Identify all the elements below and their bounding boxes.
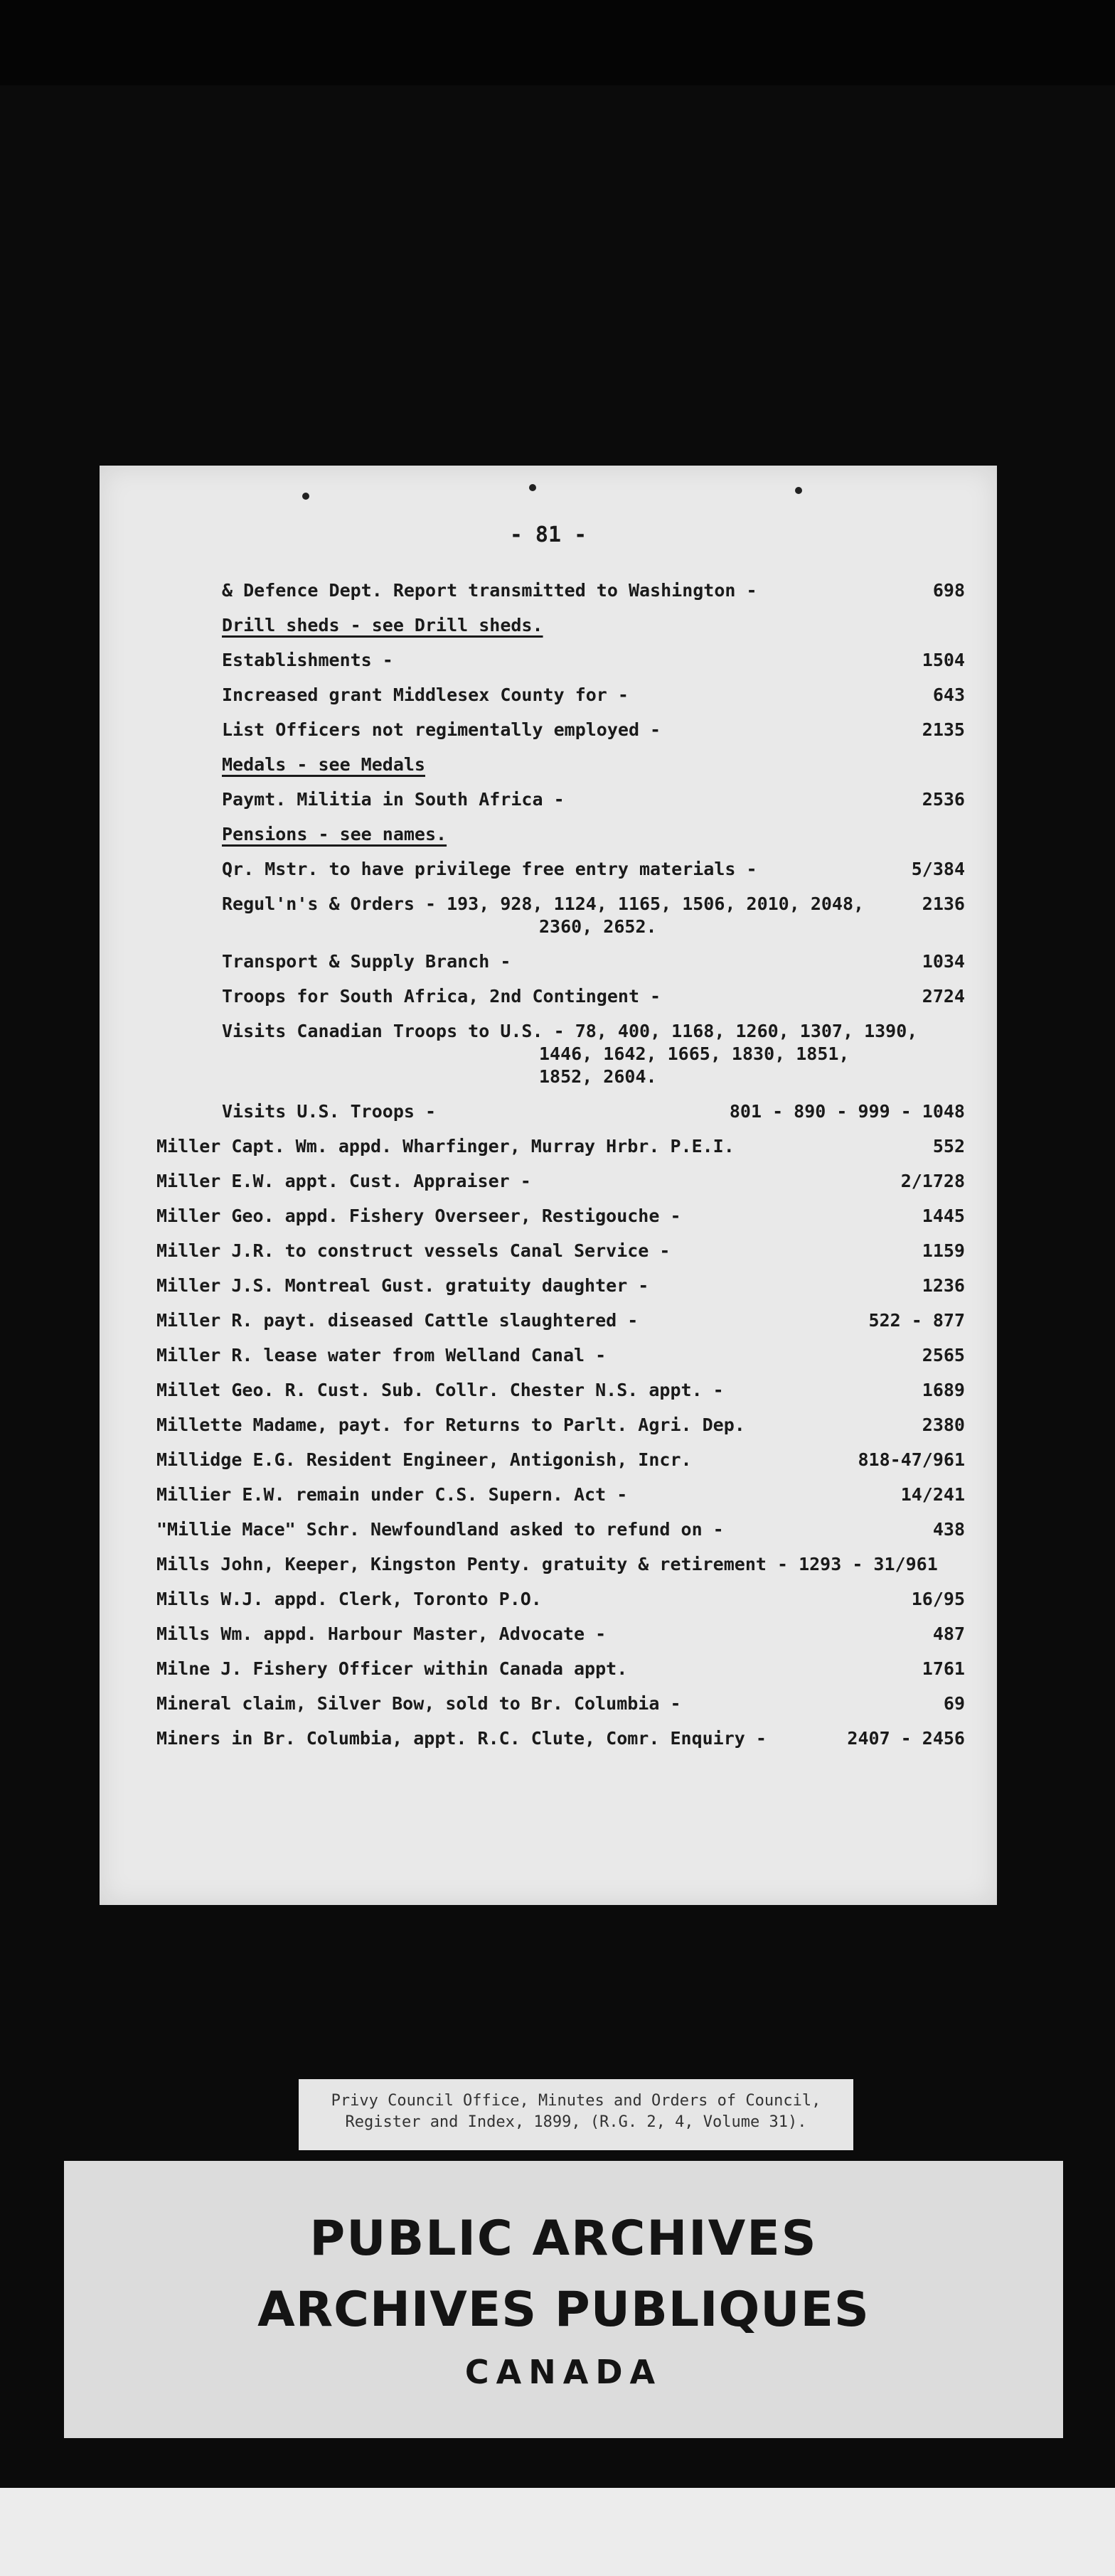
caption-line: Privy Council Office, Minutes and Orders of Council, (331, 2092, 821, 2110)
punch-mark (795, 487, 802, 494)
scanner-strip (0, 2488, 1115, 2576)
index-entry: Miners in Br. Columbia, appt. R.C. Clute, Comr. Enquiry - 2407 - 2456 (156, 1728, 965, 1749)
archives-stamp (64, 2161, 1063, 2438)
index-entry: Miller E.W. appt. Cust. Appraiser - 2/1728 (156, 1171, 965, 1191)
index-entry: Miller R. lease water from Welland Canal - 2565 (156, 1345, 965, 1365)
index-entry: Mills W.J. appd. Clerk, Toronto P.O. 16/95 (156, 1589, 965, 1609)
index-entry: Millette Madame, payt. for Returns to Parlt. Agri. Dep. 2380 (156, 1415, 965, 1435)
index-entry: Miller J.S. Montreal Gust. gratuity daughter - 1236 (156, 1275, 965, 1296)
index-entry: Paymt. Militia in South Africa - 2536 (222, 789, 965, 810)
index-entry: Milne J. Fishery Officer within Canada appt. 1761 (156, 1658, 965, 1679)
index-entry: & Defence Dept. Report transmitted to Washington - 698 (222, 580, 965, 601)
index-entry: List Officers not regimentally employed - 2135 (222, 719, 965, 740)
index-entry: Mills John, Keeper, Kingston Penty. gratuity & retirement - 1293 - 31/961 (156, 1554, 938, 1574)
page-number: - 81 - (509, 522, 587, 547)
caption-line: Register and Index, 1899, (R.G. 2, 4, Volume 31). (345, 2113, 807, 2131)
index-entries (100, 579, 997, 1762)
index-entry: Troops for South Africa, 2nd Contingent - 2724 (222, 986, 965, 1007)
index-entry: Pensions - see names. (222, 824, 447, 844)
index-entry: Miller J.R. to construct vessels Canal Service - 1159 (156, 1240, 965, 1261)
index-entry: Drill sheds - see Drill sheds. (222, 615, 543, 635)
index-entry: Miller R. payt. diseased Cattle slaughtered - 522 - 877 (156, 1310, 965, 1331)
index-entry: Medals - see Medals (222, 754, 425, 775)
punch-mark (529, 484, 536, 491)
index-entry: Millidge E.G. Resident Engineer, Antigonish, Incr. 818-47/961 (156, 1449, 965, 1470)
film-edge (0, 0, 1115, 85)
index-entry: Increased grant Middlesex County for - 643 (222, 685, 965, 705)
index-entry: Millier E.W. remain under C.S. Supern. Act - 14/241 (156, 1484, 965, 1505)
index-entry: Mills Wm. appd. Harbour Master, Advocate - 487 (156, 1624, 965, 1644)
document-page (100, 466, 997, 1905)
index-entry: Mineral claim, Silver Bow, sold to Br. Columbia - 69 (156, 1693, 965, 1714)
index-entry: Miller Geo. appd. Fishery Overseer, Restigouche - 1445 (156, 1206, 965, 1226)
index-entry: Millet Geo. R. Cust. Sub. Collr. Chester N.S. appt. - 1689 (156, 1380, 965, 1400)
stamp-line-french: ARCHIVES PUBLIQUES (257, 2282, 870, 2338)
index-entry: Transport & Supply Branch - 1034 (222, 951, 965, 972)
stamp-line-country: CANADA (464, 2353, 663, 2391)
archive-caption (299, 2079, 853, 2150)
index-entry: Visits Canadian Troops to U.S. - 78, 400, 1168, 1260, 1307, 1390, 1446, 1642, 1665, 1830, 1851, 1852, 2604. (222, 1021, 918, 1087)
index-entry: Establishments - 1504 (222, 650, 965, 670)
index-entry: "Millie Mace" Schr. Newfoundland asked to refund on - 438 (156, 1519, 965, 1540)
index-entry: Regul'n's & Orders - 193, 928, 1124, 1165, 1506, 2010, 2048, 2360, 2652. 2136 (222, 893, 965, 937)
punch-mark (302, 493, 309, 500)
stamp-line-english: PUBLIC ARCHIVES (309, 2211, 818, 2267)
index-entry: Qr. Mstr. to have privilege free entry materials - 5/384 (222, 859, 965, 879)
index-entry: Visits U.S. Troops - 801 - 890 - 999 - 1048 (222, 1101, 965, 1122)
index-entry: Miller Capt. Wm. appd. Wharfinger, Murray Hrbr. P.E.I. 552 (156, 1136, 965, 1156)
